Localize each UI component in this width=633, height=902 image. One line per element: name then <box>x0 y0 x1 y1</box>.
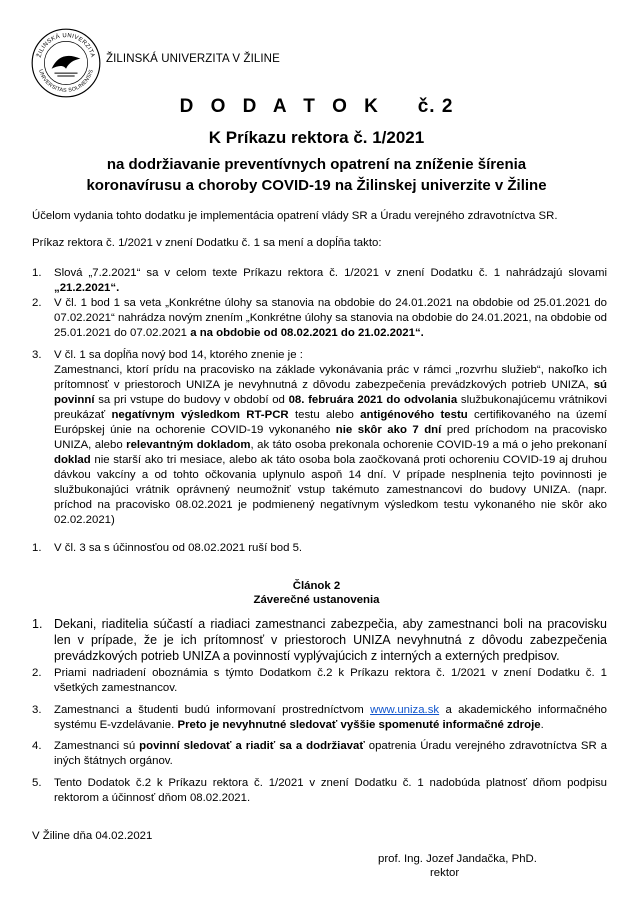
list-item-text: Zamestnanci sú povinní sledovať a riadiť sa a dodržiavať opatrenia Úradu verejného zdravotníctva SR a iných štátnych orgánov. <box>54 740 607 767</box>
document-subject <box>0 154 633 196</box>
list-item-number: 2. <box>32 297 42 309</box>
list-item-text: Slová „7.2.2021“ sa v celom texte Príkazu rektora č. 1/2021 v znení Dodatku č. 1 nahrádzajú slovami „21.2.2021“. <box>54 267 607 294</box>
list-item-number: 1. <box>32 267 42 279</box>
university-name: ŽILINSKÁ UNIVERZITA V ŽILINE <box>106 53 280 65</box>
list-item-number: 4. <box>32 740 42 752</box>
title-word: D O D A T O K <box>179 96 384 117</box>
place-and-date: V Žiline dňa 04.02.2021 <box>32 830 153 842</box>
svg-text:ŽILINSKÁ UNIVERZITA: ŽILINSKÁ UNIVERZITA <box>36 33 96 59</box>
signatory-role: rektor <box>430 867 460 879</box>
article-heading: Článok 2 <box>292 580 341 592</box>
article-subheading: Záverečné ustanovenia <box>253 594 380 606</box>
document-subtitle: K Príkazu rektora č. 1/2021 <box>208 128 425 147</box>
document-title <box>0 96 633 118</box>
intro-paragraph-amendment: Príkaz rektora č. 1/2021 v znení Dodatku č. 1 sa mení a dopĺňa takto: <box>32 237 382 249</box>
intro-paragraph-purpose: Účelom vydania tohto dodatku je implementácia opatrení vlády SR a Úradu verejného zdravotníctva SR. <box>32 210 558 222</box>
list-item-number: 3. <box>32 349 42 361</box>
list-item-number: 2. <box>32 667 42 679</box>
list-item-number: 3. <box>32 704 42 716</box>
university-seal-logo <box>30 27 102 99</box>
uniza-website-link[interactable]: www.uniza.sk <box>370 704 440 716</box>
title-number: č. 2 <box>417 96 454 117</box>
list-item-text: Priami nadriadení oboznámia s týmto Dodatkom č.2 k Príkazu rektora č. 1/2021 v znení Dodatku č. 1 všetkých zamestnancov. <box>54 667 607 694</box>
list-item-number: 1. <box>32 617 43 631</box>
list-item-text: Tento Dodatok č.2 k Príkazu rektora č. 1/2021 v znení Dodatku č. 1 nadobúda platnosť dňom podpisu rektorom a účinnosť dňom 08.02.2021. <box>54 777 607 804</box>
subject-line-1: na dodržiavanie preventívnych opatrení na zníženie šírenia <box>106 156 527 173</box>
list-item-number: 5. <box>32 777 42 789</box>
svg-text:UNIVERSITAS SOLINENSIS: UNIVERSITAS SOLINENSIS <box>37 68 95 94</box>
list-item-text: V čl. 3 sa s účinnosťou od 08.02.2021 ruší bod 5. <box>54 542 303 554</box>
signatory-name: prof. Ing. Jozef Jandačka, PhD. <box>378 853 537 865</box>
list-item-text: V čl. 1 sa dopĺňa nový bod 14, ktorého znenie je : Zamestnanci, ktorí prídu na pracovisko na základe vykonávania prác v rámci „rozvrhu služieb“, nakoľko ich prítomnosť v priestoroch UNIZA je nevyhnutná z dôvodu zabezpečenia prevádzkových potrieb UNIZA, sú povinní sa pri vstupe do budovy v období od 08. februára 2021 do odvolania službukonajúcemu vrátnikovi preukázať negatívnym výsledkom RT-PCR testu alebo antigénového testu certifikovaného na území Európskej únie na ochorenie COVID-19 vykonaného nie skôr ako 7 dní pred príchodom na pracovisko UNIZA, alebo relevantným dokladom, ak táto osoba prekonala ochorenie COVID-19 a má o jeho prekonaní doklad nie starší ako tri mesiace, alebo ak táto osoba bola zaočkovaná proti ochoreniu COVID-19 aj druhou dávkou vakcíny a od tohto očkovania uplynulo aspoň 14 dní. V prípade nesplnenia tejto povinnosti je službukonajúci vrátnik oprávnený neumožniť vstup takémuto zamestnancovi do budovy UNIZA. (napr. príchod na pracovisko 08.02.2021 je podmienený negatívnym výsledkom testu vykonaného nie skôr ako 02.02.2021) <box>54 349 608 526</box>
list-item-text: V čl. 1 bod 1 sa veta „Konkrétne úlohy sa stanovia na obdobie do 24.01.2021 na obdobie od 25.01.2021 do 07.02.2021“ nahrádza novým znením „Konkrétne úlohy sa stanovia na obdobie do 24.01.2021, na obdobie od 25.01.2021 do 07.02.2021 a na obdobie od 08.02.2021 do 21.02.2021“. <box>54 297 607 339</box>
list-item-text: Zamestnanci a študenti budú informovaní prostredníctvom www.uniza.sk a akademického informačného systému E-vzdelávanie. Preto je nevyhnutné sledovať vyššie spomenuté informačné zdroje. <box>54 704 607 731</box>
list-item-text: Dekani, riaditelia súčastí a riadiaci zamestnanci zabezpečia, aby zamestnanci boli na pracovisku len v prípade, že je ich prítomnosť v priestoroch UNIZA nevyhnutná z dôvodu zabezpečenia prevádzkových potrieb UNIZA a povinností vyplývajúcich z interných a externých predpisov. <box>54 617 607 663</box>
subject-line-2: koronavírusu a choroby COVID-19 na Žilinskej univerzite v Žiline <box>86 177 547 194</box>
list-item-number: 1. <box>32 542 42 554</box>
